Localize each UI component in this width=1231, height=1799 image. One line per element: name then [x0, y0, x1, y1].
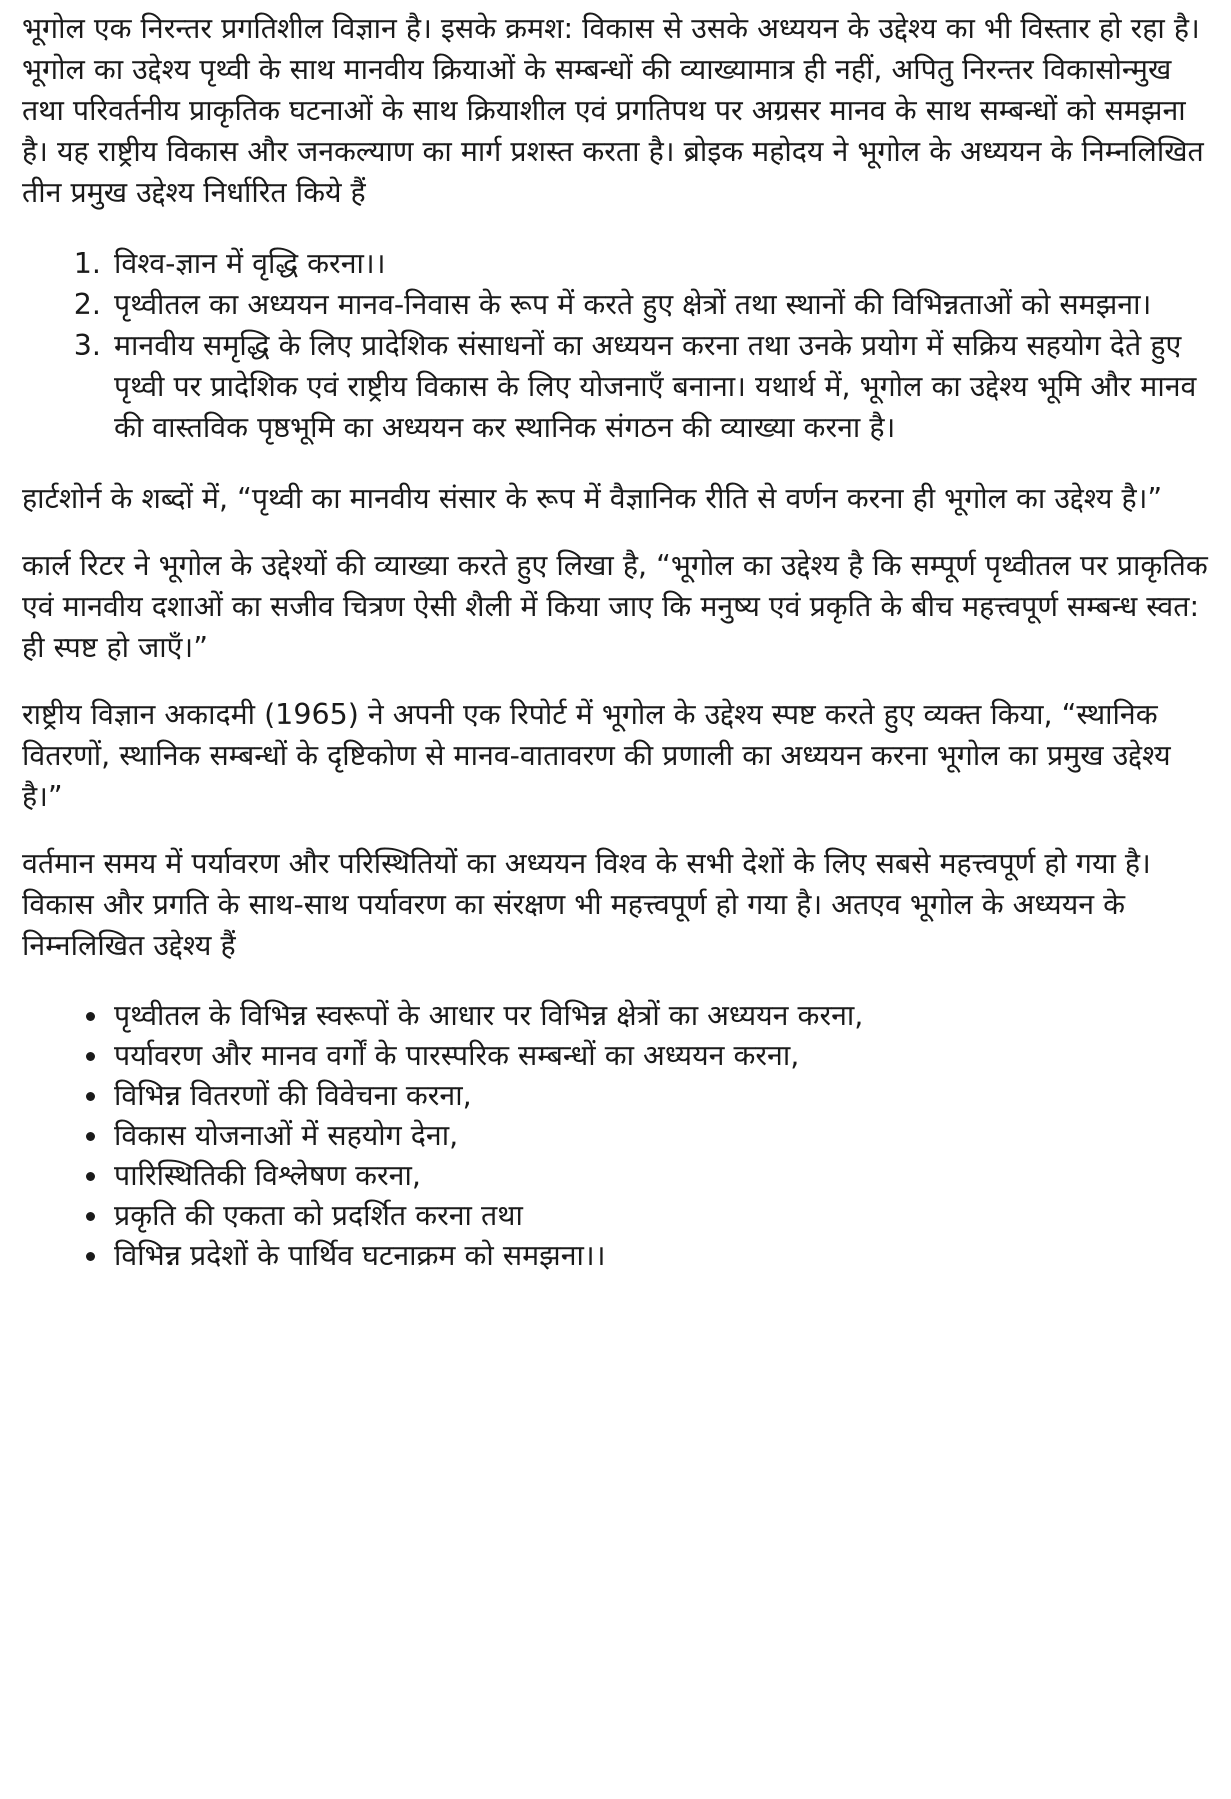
intro-paragraph: भूगोल एक निरन्तर प्रगतिशील विज्ञान है। इसके क्रमश: विकास से उसके अध्ययन के उद्देश्य का भी विस्तार हो रहा है। भूगोल का उद्देश्य पृथ्वी के साथ मानवीय क्रियाओं के सम्बन्धों की व्याख्यामात्र ही नहीं, अपितु निरन्तर विकासोन्मुख तथा परिवर्तनीय प्राकृतिक घटनाओं के साथ क्रियाशील एवं प्रगतिपथ पर अग्रसर मानव के साथ सम्बन्धों को समझना है। यह राष्ट्रीय विकास और जनकल्याण का मार्ग प्रशस्त करता है। ब्रोइक महोदय ने भूगोल के अध्ययन के निम्नलिखित तीन प्रमुख उद्देश्य निर्धारित किये हैं — [22, 12, 1204, 209]
list-item: • विभिन्न वितरणों की विवेचना करना, — [110, 1076, 1212, 1116]
list-item: 1. विश्व-ज्ञान में वृद्धि करना।। — [110, 243, 1212, 284]
list-item: 3. मानवीय समृद्धि के लिए प्रादेशिक संसाधनों का अध्ययन करना तथा उनके प्रयोग में सक्रिय सहयोग देते हुए पृथ्वी पर प्रादेशिक एवं राष्ट्रीय विकास के लिए योजनाएँ बनाना। यथार्थ में, भूगोल का उद्देश्य भूमि और मानव की वास्तविक पृष्ठभूमि का अध्ययन कर स्थानिक संगठन की व्याख्या करना है। — [110, 325, 1212, 448]
objectives-bullet-list — [22, 996, 1212, 1276]
list-item: • विभिन्न प्रदेशों के पार्थिव घटनाक्रम को समझना।। — [110, 1236, 1212, 1276]
hartshorne-quote-paragraph: हार्टशोर्न के शब्दों में, “पृथ्वी का मानवीय संसार के रूप में वैज्ञानिक रीति से वर्णन करना ही भूगोल का उद्देश्य है।” — [22, 482, 1163, 515]
list-item: • पर्यावरण और मानव वर्गों के पारस्परिक सम्बन्धों का अध्ययन करना, — [110, 1036, 1212, 1076]
list-item: • पारिस्थितिकी विश्लेषण करना, — [110, 1156, 1212, 1196]
broek-objectives-list — [22, 243, 1212, 448]
document-page — [22, 8, 1212, 1276]
list-item: • विकास योजनाओं में सहयोग देना, — [110, 1116, 1212, 1156]
present-objectives-paragraph: वर्तमान समय में पर्यावरण और परिस्थितियों का अध्ययन विश्व के सभी देशों के लिए सबसे महत्त्वपूर्ण हो गया है। विकास और प्रगति के साथ-साथ पर्यावरण का संरक्षण भी महत्त्वपूर्ण हो गया है। अतएव भूगोल के अध्ययन के निम्नलिखित उद्देश्य हैं — [22, 847, 1151, 962]
list-item: • पृथ्वीतल के विभिन्न स्वरूपों के आधार पर विभिन्न क्षेत्रों का अध्ययन करना, — [110, 996, 1212, 1036]
list-item: 2. पृथ्वीतल का अध्ययन मानव-निवास के रूप में करते हुए क्षेत्रों तथा स्थानों की विभिन्नताओं को समझना। — [110, 284, 1212, 325]
list-item: • प्रकृति की एकता को प्रदर्शित करना तथा — [110, 1196, 1212, 1236]
ritter-quote-paragraph: कार्ल रिटर ने भूगोल के उद्देश्यों की व्याख्या करते हुए लिखा है, “भूगोल का उद्देश्य है कि सम्पूर्ण पृथ्वीतल पर प्राकृतिक एवं मानवीय दशाओं का सजीव चित्रण ऐसी शैली में किया जाए कि मनुष्य एवं प्रकृति के बीच महत्त्वपूर्ण सम्बन्ध स्वत: ही स्पष्ट हो जाएँ।” — [22, 549, 1208, 664]
nas-quote-paragraph: राष्ट्रीय विज्ञान अकादमी (1965) ने अपनी एक रिपोर्ट में भूगोल के उद्देश्य स्पष्ट करते हुए व्यक्त किया, “स्थानिक वितरणों, स्थानिक सम्बन्धों के दृष्टिकोण से मानव-वातावरण की प्रणाली का अध्ययन करना भूगोल का प्रमुख उद्देश्य है।” — [22, 698, 1171, 813]
